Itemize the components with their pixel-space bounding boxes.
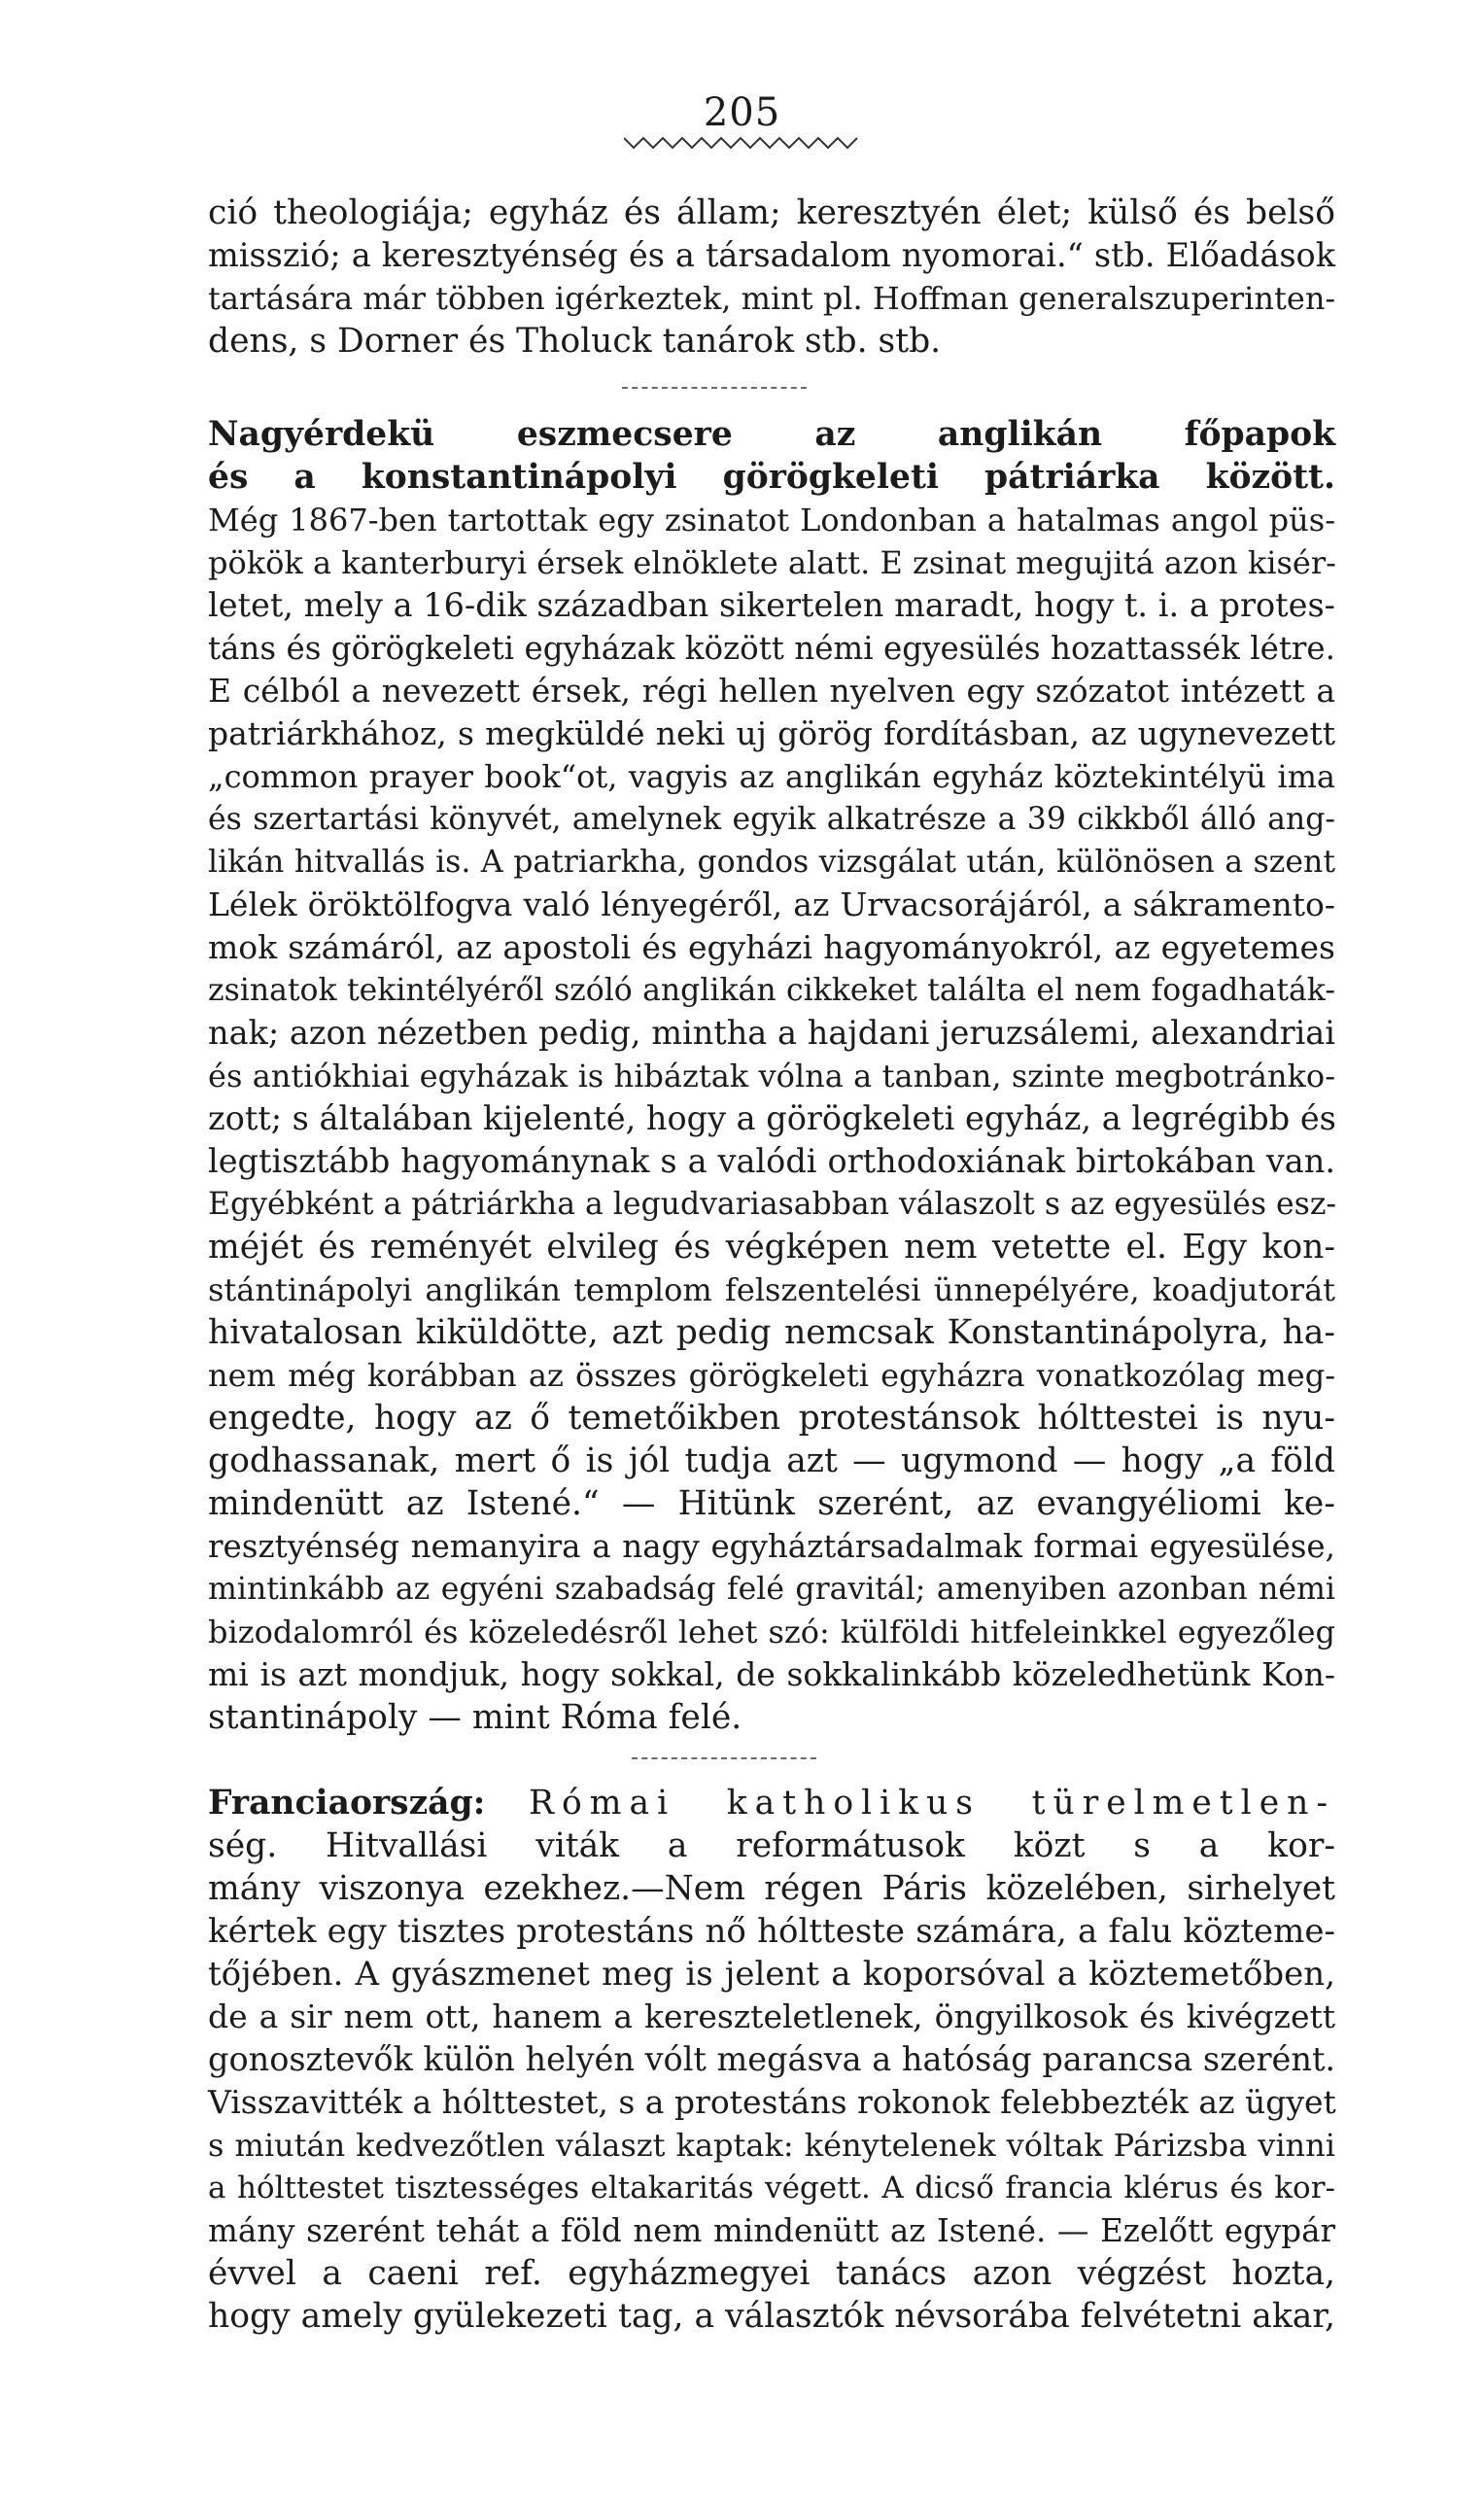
text-span: Római katholikus türelmetlen- [529, 1784, 1335, 1823]
text-line: pökök a kanterburyi érsek elnöklete alatt. E zsinat megujitá azon kisér- [208, 544, 1336, 581]
text-line: ség. Hitvallási viták a reformátusok közt s a kor- [208, 1826, 1335, 1865]
text-line: zsinatok tekintélyéről szóló anglikán cikkeket találta el nem fogadhaták- [208, 973, 1335, 1008]
text-line: évvel a caeni ref. egyházmegyei tanács azon végzést hozta, [208, 2254, 1335, 2293]
text-line: Visszavitték a hólttestet, s a protestáns rokonok felebbezték az ügyet [208, 2083, 1336, 2121]
section-heading: és a konstantinápolyi görögkeleti pátriárka között. [208, 458, 1335, 497]
section-heading: Nagyérdekü eszmecsere az anglikán főpapok [208, 415, 1335, 454]
text-line: ció theologiája; egyház és állam; keresztyén élet; külső és belső [208, 193, 1335, 232]
text-line: mintinkább az egyéni szabadság felé gravitál; amenyiben azonban némi [208, 1572, 1335, 1607]
section-divider [622, 387, 807, 389]
text-line: nem még korábban az összes görögkeleti egyházra vonatkozólag meg- [208, 1357, 1335, 1394]
text-line: stantinápoly — mint Róma felé. [208, 1698, 742, 1737]
section-divider [632, 1757, 816, 1759]
page-number: 205 [703, 90, 781, 135]
text-line: méjét és reményét elvileg és végképen nem vetette el. Egy kon- [208, 1228, 1335, 1267]
text-line: de a sir nem ott, hanem a kereszteletlenek, öngyilkosok és kivégzett [208, 1997, 1335, 2035]
text-line: E célból a nevezett érsek, régi hellen nyelven egy szózatot intézett a [208, 672, 1335, 710]
text-line: mindenütt az Istené.“ — Hitünk szerént, az evangyéliomi ke- [208, 1484, 1335, 1523]
text-line: táns és görögkeleti egyházak között némi egyesülés hozattassék létre. [208, 630, 1335, 667]
text-line: letet, mely a 16-dik században sikertelen maradt, hogy t. i. a protes- [208, 586, 1335, 624]
text-line: hogy amely gyülekezeti tag, a választók névsorába felvétetni akar, [208, 2297, 1335, 2336]
text-line: Egyébként a pátriárkha a legudvariasabban válaszolt s az egyesülés esz- [208, 1187, 1337, 1222]
text-line: mi is azt mondjuk, hogy sokkal, de sokkalinkább közeledhetünk Kon- [208, 1655, 1335, 1693]
text-line: misszió; a keresztyénség és a társadalom nyomorai.“ stb. Előadások [208, 236, 1335, 274]
text-line: legtisztább hagyománynak s a valódi orthodoxiának birtokában van. [208, 1142, 1335, 1180]
text-line: zott; s általában kijelenté, hogy a görögkeleti egyház, a legrégibb és [208, 1099, 1336, 1137]
text-line: Még 1867-ben tartottak egy zsinatot Londonban a hatalmas angol püs- [208, 502, 1335, 538]
text-line: kértek egy tisztes protestáns nő hólttestе számára, a falu köztеme- [208, 1912, 1335, 1951]
text-line: s miután kedvezőtlen választ kaptak: kénytelenek vóltak Párizsba vinni [208, 2127, 1335, 2164]
text-line: és antiókhiai egyházak is hibáztak vólna a tanban, szinte megbotránko- [208, 1058, 1335, 1094]
text-line: „common prayer book“ot, vagyis az anglikán egyház köztekintélyü ima [208, 758, 1335, 795]
text-line: nak; azon nézetben pedig, mintha a hajdani jeruzsálemi, alexandriai [208, 1014, 1335, 1052]
text-line: tőjében. A gyászmenet meg is jelent a koporsóval a köztemetőben, [208, 1955, 1335, 1994]
text-line: stántinápolyi anglikán templom felszentelési ünnepélyére, koadjutorát [208, 1271, 1335, 1308]
text-line: mok számáról, az apostoli és egyházi hagyományokról, az egyetemes [208, 928, 1335, 966]
section-heading: Franciaország: [208, 1784, 486, 1823]
text-line: tartására már többen igérkeztek, mint pl. Hoffman generalszuperinten- [208, 280, 1336, 317]
wavy-ornament-icon [624, 136, 861, 150]
text-line: hivatalosan kiküldötte, azt pedig nemcsak Konstantinápolyra, ha- [208, 1313, 1335, 1352]
text-line: mány viszonya ezekhez.—Nem régen Páris közelében, sirhelyet [208, 1869, 1335, 1908]
text-line: mány szerént tehát a föld nem mindenütt az Istené. — Ezelőtt egypár [208, 2212, 1335, 2249]
text-line: és szertartási könyvét, amelynek egyik alkatrésze a 39 cikkből álló ang- [208, 802, 1335, 837]
text-line: Lélek öröktölfogva való lényegéről, az Urvacsorájáról, a sákramento- [208, 885, 1335, 923]
text-line: a hólttestet tisztességes eltakaritás végett. A dicső francia klérus és kor- [208, 2170, 1335, 2205]
text-line: resztyénség nemanyira a nagy egyháztársadalmak formai egyesülése, [208, 1528, 1335, 1565]
text-line: engedte, hogy az ő temetőikben protestánsok hólttestei is nyu- [208, 1399, 1335, 1438]
text-line: dens, s Dorner és Tholuck tanárok stb. stb. [208, 322, 942, 361]
text-line: bizodalomról és közeledésről lehet szó: külföldi hitfeleinkkel egyezőleg [208, 1614, 1335, 1650]
text-line: patriárkhához, s megküldé neki uj görög fordításban, az ugynevezett [208, 714, 1335, 752]
text-line: godhassanak, mert ő is jól tudja azt — ugymond — hogy „a föld [208, 1441, 1335, 1480]
text-line [208, 1782, 1335, 1824]
text-line: gonosztevők külön helyén vólt megásva a hatóság parancsa szerént. [208, 2040, 1336, 2078]
text-line: likán hitvallás is. A patriarkha, gondos vizsgálat után, különösen a szent [208, 845, 1335, 880]
